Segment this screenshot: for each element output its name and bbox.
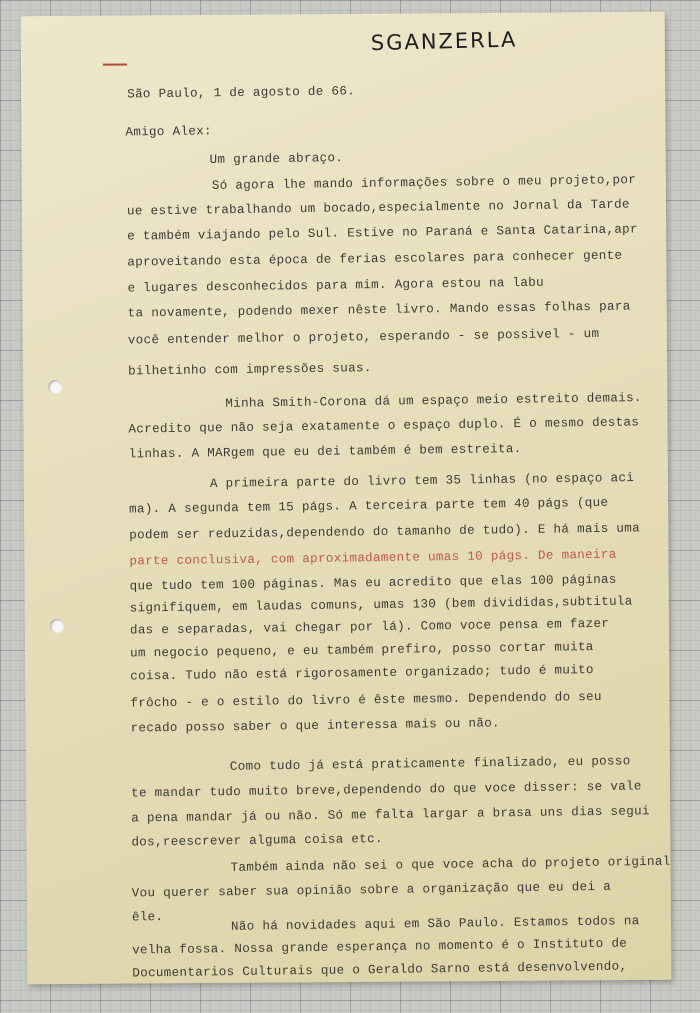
letter-line: das e separadas, vai chegar por lá). Como voce pensa em fazer	[129, 616, 610, 638]
letter-line: signifiquem, em laudas comuns, umas 130 (bem divididas,subtitula	[129, 594, 633, 616]
red-dash-mark	[103, 64, 127, 66]
letter-line: te mandar tudo muito breve,dependendo do que voce disser: se vale	[130, 779, 642, 801]
letter-line: e também viajando pelo Sul. Estive no Paraná e Santa Catarina,apr	[127, 222, 638, 244]
letter-line: a pena mandar já ou não. Só me falta largar a brasa uns dias segui	[131, 804, 650, 826]
letter-line: um negocio pequeno, e eu também prefiro, posso cortar muita	[129, 640, 594, 661]
letter-line: recado posso saber o que interessa mais ou não.	[130, 716, 500, 736]
letter-line: você entender melhor o projeto, esperando - se possivel - um	[127, 326, 600, 348]
letter-line: ta novamente, podendo mexer nêste livro. Mando essas folhas para	[127, 299, 631, 321]
letter-line: aproveitando esta época de ferias escolares para conhecer gente	[127, 248, 623, 270]
letter-date: São Paulo, 1 de agosto de 66.	[127, 84, 356, 102]
punch-hole-bottom	[50, 619, 64, 633]
letter-line: Como tudo já está praticamente finalizado, eu posso	[229, 754, 631, 774]
letter-line: parte conclusiva, com aproximadamente umas 10 págs. De maneira	[129, 547, 617, 569]
letter-sheet	[21, 12, 672, 984]
letter-line: Só agora lhe mando informações sobre o meu projeto,por	[211, 173, 637, 193]
letter-line: êle.	[131, 910, 164, 925]
letter-line: Documentarios Culturais que o Geraldo Sarno está desenvolvendo,	[132, 959, 628, 981]
letter-line: Acredito que não seja exatamente o espaço duplo. É o mesmo destas	[128, 415, 640, 437]
letter-line: dos,reescrever alguma coisa etc.	[131, 831, 383, 850]
letter-salutation: Amigo Alex:	[125, 124, 212, 140]
letter-line: podem ser reduzidas,dependendo do tamanho de tudo). E há mais uma	[129, 521, 641, 543]
letter-line: velha fossa. Nossa grande esperança no momento é o Instituto de	[132, 936, 628, 958]
punch-hole-top	[48, 380, 62, 394]
letter-line: Minha Smith-Corona dá um espaço meio estreito demais.	[225, 391, 642, 411]
letter-line: frôcho - e o estilo do livro é êste mesmo. Dependendo do seu	[130, 689, 602, 711]
letter-line: que tudo tem 100 páginas. Mas eu acredito que elas 100 páginas	[129, 572, 617, 594]
letter-line: ma). A segunda tem 15 págs. A terceira parte tem 40 págs (que	[128, 495, 609, 517]
letter-line: ue estive trabalhando um bocado,especialmente no Jornal da Tarde	[126, 197, 630, 219]
letter-line: Também ainda não sei o que voce acha do projeto original	[230, 854, 671, 875]
letter-line: coisa. Tudo não está rigorosamente organizado; tudo é muito	[130, 663, 594, 684]
letter-line: bilhetinho com impressões suas.	[128, 361, 372, 379]
letter-line: Um grande abraço.	[209, 151, 344, 167]
letter-line: Vou querer saber sua opinião sobre a organização que eu dei a	[131, 879, 612, 901]
letter-line: Não há novidades aqui em São Paulo. Estamos todos na	[230, 914, 640, 934]
letter-line: linhas. A MARgem que eu dei também é bem estreita.	[128, 442, 522, 462]
handwritten-annotation: SGANZERLA	[370, 27, 518, 56]
letter-line: e lugares desconhecidos para mim. Agora estou na labu	[127, 275, 545, 296]
letter-line: A primeira parte do livro tem 35 linhas (no espaço aci	[209, 471, 635, 491]
